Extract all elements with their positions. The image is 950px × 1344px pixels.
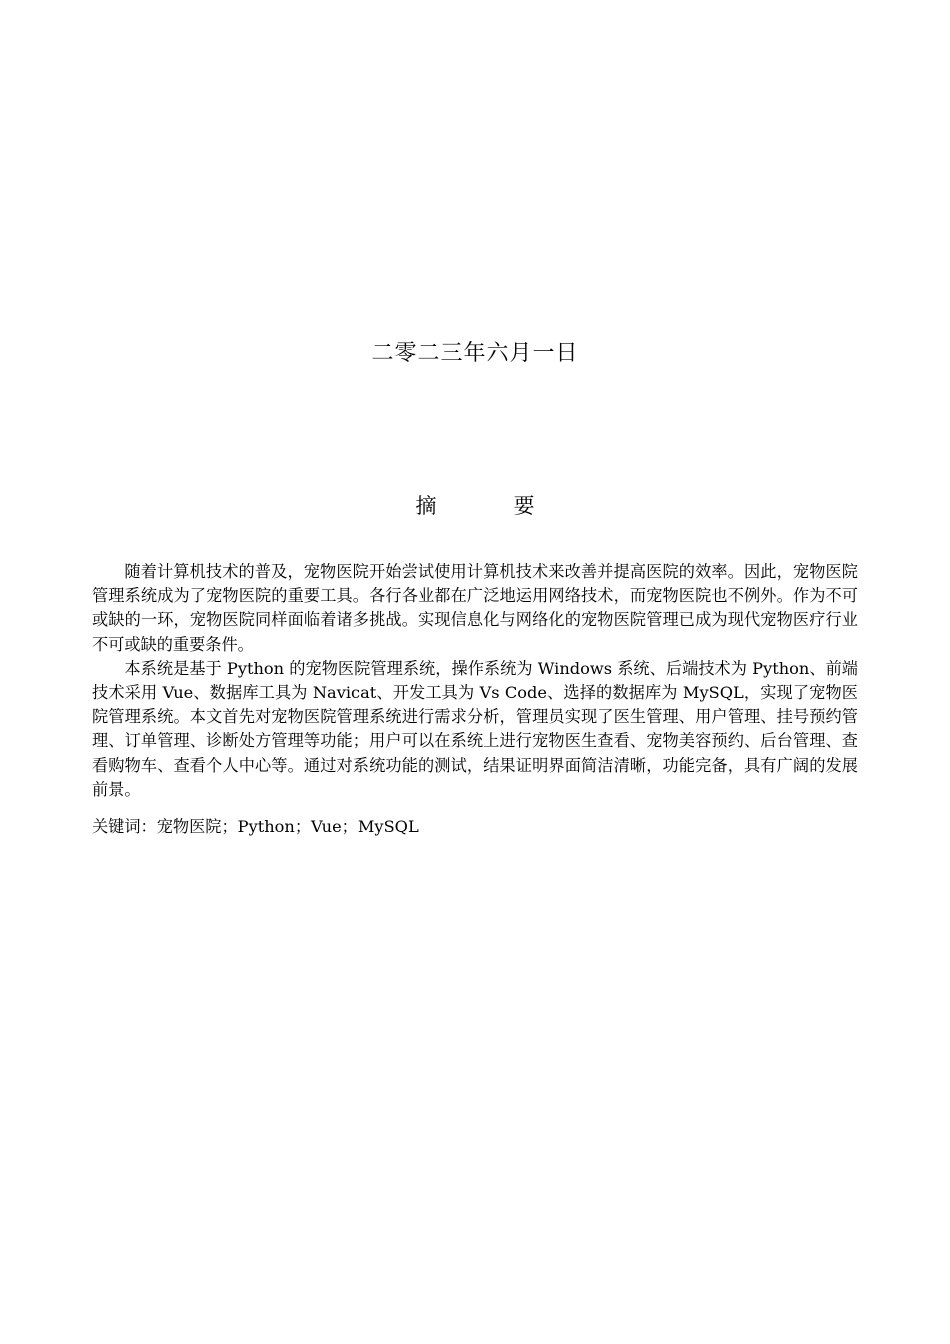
abstract-paragraph-2: 本系统是基于 Python 的宠物医院管理系统，操作系统为 Windows 系统、后端技术为 Python、前端技术采用 Vue、数据库工具为 Navicat、开发工具为 Vs Code、选择的数据库为 MySQL，实现了宠物医院管理系统。本文首先对宠物医院管理系统进行需求分析，管理员实现了医生管理、用户管理、挂号预约管理、订单管理、诊断处方管理等功能；用户可以在系统上进行宠物医生查看、宠物美容预约、后台管理、查看购物车、查看个人中心等。通过对系统功能的测试，结果证明界面简洁清晰，功能完备，具有广阔的发展前景。 xyxy=(92,658,858,799)
keywords-label: 关键词： xyxy=(92,817,157,836)
abstract-title: 摘 要 xyxy=(415,494,563,518)
keywords-line xyxy=(92,815,858,839)
keywords-value: 宠物医院；Python；Vue；MySQL xyxy=(156,817,419,836)
abstract-paragraph-1: 随着计算机技术的普及，宠物医院开始尝试使用计算机技术来改善并提高医院的效率。因此，宠物医院管理系统成为了宠物医院的重要工具。各行各业都在广泛地运用网络技术，而宠物医院也不例外。作为不可或缺的一环，宠物医院同样面临着诸多挑战。实现信息化与网络化的宠物医院管理已成为现代宠物医疗行业不可或缺的重要条件。 xyxy=(92,562,858,654)
document-date: 二零二三年六月一日 xyxy=(371,341,579,366)
abstract-body xyxy=(92,560,858,802)
